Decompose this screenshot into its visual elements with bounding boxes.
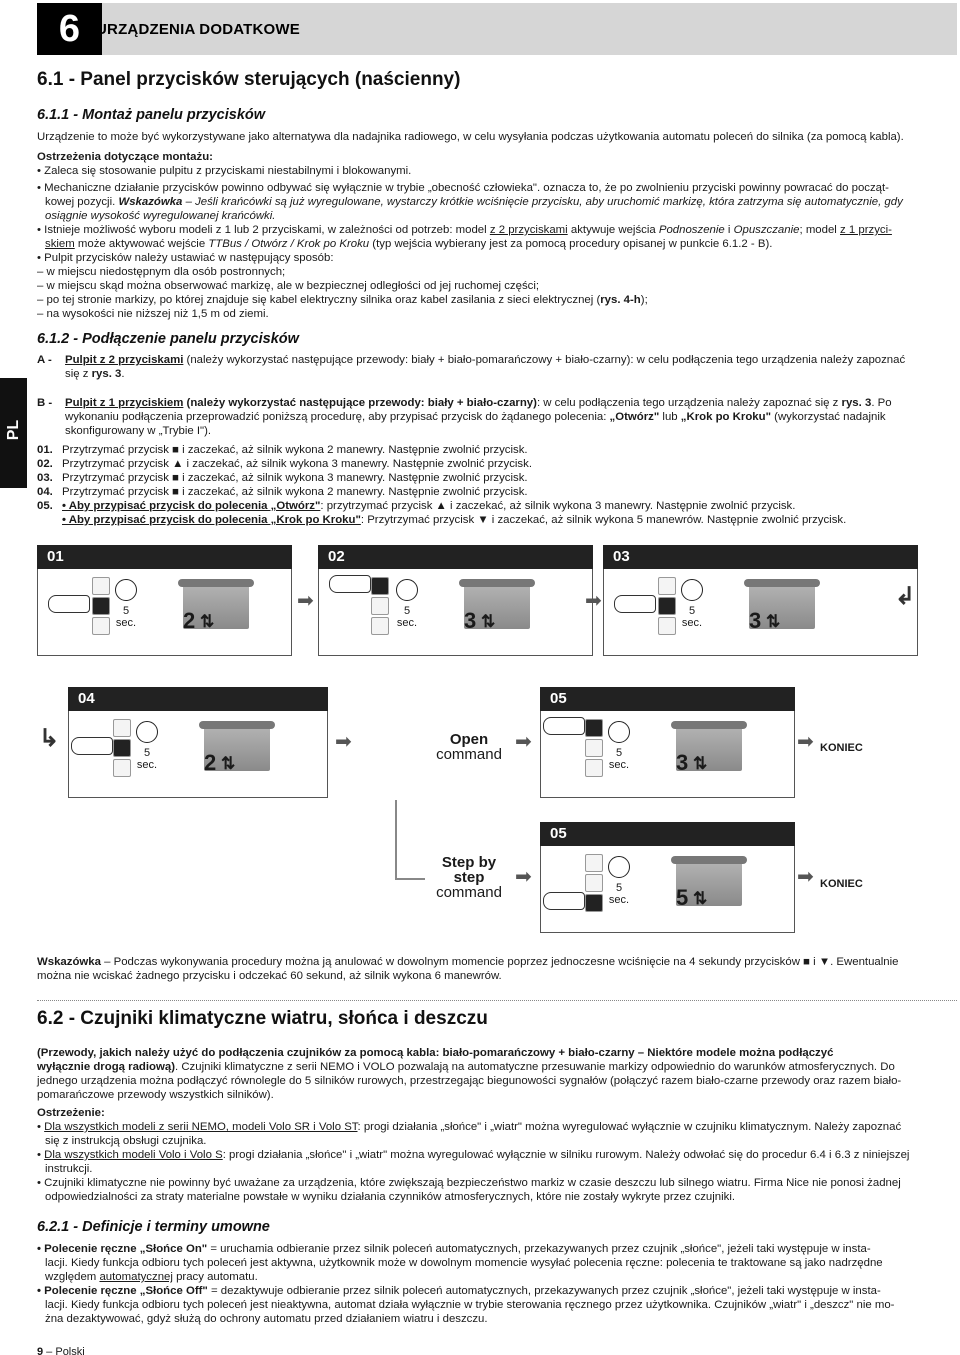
up-down-arrows-icon: ⇅	[200, 612, 215, 631]
s62-warning-2-title: Dla wszystkich modeli Volo i Volo S	[44, 1149, 223, 1161]
arrow-right-icon: ➡	[297, 590, 314, 612]
up-down-arrows-icon: ⇅	[221, 754, 236, 773]
branch-arrow-icon	[395, 878, 425, 880]
language-tab-label: PL	[5, 419, 22, 441]
section-title-6-1-1: 6.1.1 - Montaż panelu przycisków	[37, 107, 266, 123]
figure-02-tag: 02	[318, 545, 593, 569]
seconds-unit: sec.	[681, 617, 703, 629]
step-text: Przytrzymać przycisk ▲ i zaczekać, aż silnik wykona 3 manewry. Następnie zwolnić przycisk.	[62, 458, 532, 470]
section-title-6-2: 6.2 - Czujniki klimatyczne wiatru, słońca i deszczu	[37, 1008, 488, 1029]
s62-warning-1-text: : progi działania „słońce" i „wiatr" można wyregulować wyłącznie w czujniku klimatycznym. Należy zapoznać	[357, 1121, 902, 1133]
down-button-icon	[585, 894, 603, 912]
up-button-icon	[658, 577, 676, 595]
bullet-3a-text-3: i	[724, 224, 734, 236]
s62-warning-3b: odpowiedzialności za straty materialne powstałe w wyniku działania czynników atmosferycznych, które nie zostały wykryte przez czujniki.	[45, 1191, 736, 1203]
roller-tube	[671, 721, 747, 729]
bullet-3a-link-1: z 2 przyciskami	[489, 224, 568, 236]
intro-paragraph: Urządzenie to może być wykorzystywane jako alternatywa dla nadajnika radiowego, w celu wysyłania podczas użytkowania automatu poleceń do silnika (za pomocą kabla).	[37, 131, 904, 143]
command-line-2: step	[453, 869, 485, 886]
arrow-right-icon: ➡	[797, 731, 814, 753]
divider	[37, 1000, 957, 1001]
down-button-icon	[585, 759, 603, 777]
up-button-icon	[92, 577, 110, 595]
hint-text-1: – Jeśli krańcówki są już wyregulowane, wystarczy krótkie wciśnięcie przycisku, aby uruchomić markizę, która zatrzyma się automatycznie, gdy	[182, 196, 903, 208]
bullet-3b-text-1: może aktywować wejście	[74, 238, 209, 250]
step-command-label	[425, 855, 513, 900]
stop-button-icon	[371, 597, 389, 615]
option-a-text-2: się z	[65, 368, 92, 380]
command-line-3: command	[436, 884, 502, 901]
step-number: 05.	[37, 500, 53, 512]
step-5a-text: : przytrzymać przycisk ▲ i zaczekać, aż silnik wykona 3 manewry. Następnie zwolnić przycisk.	[320, 500, 796, 512]
step-5b-text: : Przytrzymać przycisk ▼ i zaczekać, aż silnik wykona 5 manewrów. Następnie zwolnić przycisk.	[360, 514, 847, 526]
button-pad	[369, 577, 391, 637]
tip-text-1: – Podczas wykonywania procedury można ją anulować w dowolnym momencie poprzez jednoczesne wciśnięcie na 4 sekundy przycisków ■ i ▼. Ewentualnie	[100, 956, 899, 968]
button-pad	[90, 577, 112, 637]
maneuver-count: 5	[676, 885, 689, 910]
definition-1c-underlined: automatycznej	[99, 1271, 173, 1283]
down-button-icon	[658, 617, 676, 635]
arrow-right-icon: ➡	[797, 866, 814, 888]
dash-1: – w miejscu niedostępnym dla osób postronnych;	[37, 266, 286, 278]
command-line-1: Step by	[441, 854, 497, 871]
s62-warning-title: Ostrzeżenie:	[37, 1107, 105, 1119]
definition-1b: lacji. Kiedy funkcja odbioru tych poleceń jest aktywna, użytkownik może w dowolnym momencie wysyłać polecenia ręczne: polecenia te traktowane są jako nadrzędne	[45, 1257, 883, 1269]
bullet-3a-text-1: • Istnieje możliwość wyboru modeli z 1 lub 2 przyciskami, w zależności od potrzeb: model	[37, 224, 490, 236]
arrow-right-icon: ➡	[335, 731, 352, 753]
hint-label: Wskazówka	[118, 196, 183, 208]
step-text: Przytrzymać przycisk ■ i zaczekać, aż silnik wykona 2 manewry. Następnie zwolnić przycisk.	[62, 486, 528, 498]
button-pad	[111, 719, 133, 779]
stop-button-icon	[92, 597, 110, 615]
up-button-icon	[113, 719, 131, 737]
clock-icon	[396, 579, 418, 601]
open-command-label	[425, 732, 513, 762]
end-label: KONIEC	[820, 878, 863, 890]
option-b-line-1	[65, 396, 957, 410]
figure-03	[603, 569, 918, 656]
clock-icon	[136, 721, 158, 743]
chapter-number: 6	[37, 3, 102, 55]
up-button-icon	[585, 854, 603, 872]
s62-bold-line: (Przewody, jakich należy użyć do podłączenia czujników za pomocą kabla: biało-pomarańczowy + biało-czarny – Niektóre modele można podłączyć	[37, 1047, 834, 1059]
option-b-wires: (należy wykorzystać następujące przewody: biały + biało-czarny)	[183, 397, 537, 409]
definition-1c	[45, 1270, 957, 1284]
clock-icon	[608, 856, 630, 878]
command-line-1: Open	[449, 731, 489, 748]
step-number: 01.	[37, 444, 53, 456]
option-a-ref: rys. 3	[91, 368, 122, 380]
down-button-icon	[92, 617, 110, 635]
option-b-label: B -	[37, 397, 53, 409]
arrow-right-icon: ➡	[515, 731, 532, 753]
s62-warning-2: • Dla wszystkich modeli Volo i Volo S: progi działania „słońce" i „wiatr" można wyregulować wyłącznie w silniku rurowym. Należy odwołać się do procedur 6.4 i 6.3 z niniejszej	[37, 1149, 910, 1161]
arrow-right-icon: ➡	[585, 590, 602, 612]
figure-05a-tag: 05	[540, 687, 795, 711]
figure-01	[37, 569, 292, 656]
option-b-ref: rys. 3	[841, 397, 872, 409]
hand-icon	[329, 575, 371, 593]
s62-warning-1b: się z instrukcją obsługi czujnika.	[45, 1135, 207, 1147]
s62-bold-2: wyłącznie drogą radiową)	[37, 1061, 175, 1073]
seconds-unit: sec.	[608, 759, 630, 771]
option-b-line-3: skonfigurowany w „Trybie I").	[65, 425, 212, 437]
step-number: 03.	[37, 472, 53, 484]
up-down-arrows-icon: ⇅	[693, 754, 708, 773]
maneuver-count: 3	[749, 608, 762, 633]
seconds-unit: sec.	[115, 617, 137, 629]
option-b-step: „Krok po Kroku"	[680, 411, 771, 423]
bullet-3a-text-4: ; model	[799, 224, 841, 236]
option-a-title: Pulpit z 2 przyciskami	[65, 354, 184, 366]
option-b-text-2: . Po	[871, 397, 892, 409]
option-a-text-3: .	[121, 368, 125, 380]
figure-02	[318, 569, 593, 656]
figure-05a	[540, 711, 795, 798]
step-text: Przytrzymać przycisk ■ i zaczekać, aż silnik wykona 2 manewry. Następnie zwolnić przycisk.	[62, 444, 528, 456]
seconds-value: 5	[143, 747, 151, 759]
option-b-title: Pulpit z 1 przyciskiem	[65, 397, 184, 409]
dash-3-text-1: – po tej stronie markizy, po której znajduje się kabel elektryczny silnika oraz kabel zasilania z sieci elektrycznej (	[37, 294, 601, 306]
definition-1c-text-1: względem	[45, 1271, 100, 1283]
figure-05b-tag: 05	[540, 822, 795, 846]
hand-icon	[48, 595, 90, 613]
dash-4: – na wysokości nie niższej niż 1,5 m od ziemi.	[37, 308, 269, 320]
bullet-4: • Pulpit przycisków należy ustawiać w następujący sposób:	[37, 252, 334, 264]
definition-2b: lacji. Kiedy funkcja odbioru tych poleceń jest nieaktywna, automat działa wyłącznie w trybie sterowania ręcznego przez użytkownika. Czujników „wiatr" i „deszcz" nie mo-	[45, 1299, 895, 1311]
hand-icon	[614, 595, 656, 613]
step-text	[62, 499, 957, 513]
clock-icon	[115, 579, 137, 601]
option-b-text-1: : w celu podłączenia tego urządzenia należy zapoznać się z	[536, 397, 842, 409]
return-arrow-icon: ↳	[39, 725, 60, 752]
bullet-3b-italic: TTBus / Otwórz / Krok po Kroku	[208, 238, 370, 250]
section-title-6-2-1: 6.2.1 - Definicje i terminy umowne	[37, 1219, 270, 1235]
step-text	[62, 513, 957, 527]
bullet-3a-italic-1: Podnoszenie	[658, 224, 725, 236]
button-pad	[583, 719, 605, 779]
button-pad	[583, 854, 605, 914]
option-a-text-1: (należy wykorzystać następujące przewody: biały + biało-pomarańczowy + biało-czarny): w celu podłączenia tego urządzenia należy zapoznać	[183, 354, 906, 366]
button-pad	[656, 577, 678, 637]
definition-1-term: • Polecenie ręczne „Słońce On"	[37, 1243, 208, 1255]
up-button-icon	[371, 577, 389, 595]
definition-2-term: • Polecenie ręczne „Słońce Off"	[37, 1285, 208, 1297]
bullet-1: • Zaleca się stosowanie pulpitu z przyciskami niestabilnymi i blokowanymi.	[37, 165, 412, 177]
hand-icon	[543, 717, 585, 735]
s62-line-2	[37, 1060, 957, 1074]
bullet-3b	[45, 237, 957, 251]
section-title-6-1-2: 6.1.2 - Podłączenie panelu przycisków	[37, 331, 299, 347]
down-button-icon	[113, 759, 131, 777]
s62-line-4: pomarańczowe przewody wszystkich silników).	[37, 1089, 274, 1101]
tip-line-2: można nie wciskać żadnego przycisku i odczekać 60 sekund, aż silnik wykona 6 manewrów.	[37, 970, 502, 982]
maneuver-count: 3	[676, 750, 689, 775]
up-down-arrows-icon: ⇅	[766, 612, 781, 631]
definition-2	[37, 1284, 957, 1298]
s62-warning-1-title: Dla wszystkich modeli z serii NEMO, modeli Volo SR i Volo ST	[44, 1121, 358, 1133]
clock-icon	[608, 721, 630, 743]
branch-arrow-icon	[395, 800, 397, 880]
dash-2: – w miejscu skąd można obserwować markizę, ale w bezpiecznej odległości od jej ruchomej części;	[37, 280, 540, 292]
definition-1	[37, 1242, 957, 1256]
s62-warning-3: • Czujniki klimatyczne nie powinny być uważane za urządzenia, które zwiększają bezpieczeństwo markiz w czasie deszczu lub silnego wiatru. Firma Nice nie ponosi żadnej	[37, 1177, 901, 1189]
warnings-title: Ostrzeżenia dotyczące montażu:	[37, 151, 213, 163]
tip-line-1	[37, 955, 957, 969]
maneuver-count: 2	[183, 608, 196, 633]
seconds-unit: sec.	[396, 617, 418, 629]
seconds-unit: sec.	[608, 894, 630, 906]
option-b-text-4: lub	[659, 411, 681, 423]
dash-3-text-2: );	[640, 294, 648, 306]
dash-3-ref: rys. 4-h	[600, 294, 641, 306]
roller-tube	[671, 856, 747, 864]
option-a-line-2	[65, 367, 957, 381]
step-number: 02.	[37, 458, 53, 470]
clock-icon	[681, 579, 703, 601]
definition-1c-text-2: pracy automatu.	[172, 1271, 258, 1283]
seconds-value: 5	[403, 605, 411, 617]
page-number: 9	[37, 1346, 44, 1355]
s62-warning-1: • Dla wszystkich modeli z serii NEMO, modeli Volo SR i Volo ST: progi działania „słońce" i „wiatr" można wyregulować wyłącznie w czujniku klimatycznym. Należy zapoznać	[37, 1121, 902, 1133]
up-button-icon	[585, 719, 603, 737]
up-down-arrows-icon: ⇅	[481, 612, 496, 631]
s62-warning-2b: instrukcji.	[45, 1163, 93, 1175]
roller-tube	[178, 579, 254, 587]
bullet-2b-text: kowej pozycji.	[45, 196, 116, 208]
seconds-value: 5	[688, 605, 696, 617]
seconds-value: 5	[615, 882, 623, 894]
step-number: 04.	[37, 486, 53, 498]
bullet-3b-link: skiem	[45, 238, 75, 250]
stop-button-icon	[585, 739, 603, 757]
page-footer	[37, 1345, 85, 1355]
roller-tube	[459, 579, 535, 587]
up-down-arrows-icon: ⇅	[693, 889, 708, 908]
roller-tube	[199, 721, 275, 729]
step-5b-title: • Aby przypisać przycisk do polecenia „Krok po Kroku"	[62, 514, 361, 526]
seconds-value: 5	[122, 605, 130, 617]
hand-icon	[71, 737, 113, 755]
maneuver-count: 2	[204, 750, 217, 775]
stop-button-icon	[585, 874, 603, 892]
roller-tube	[744, 579, 820, 587]
hint-text-2: osiągnie wysokość wyregulowanej krańcówki.	[45, 210, 276, 222]
figure-04-tag: 04	[68, 687, 328, 711]
command-line-2: command	[436, 746, 502, 763]
step-5a-title: • Aby przypisać przycisk do polecenia „Otwórz"	[62, 500, 321, 512]
definition-2c: żna dezaktywować, gdyż służą do ochrony automatu przed działaniem wiatru i deszczu.	[45, 1313, 488, 1325]
option-b-text-3: wykonaniu podłączenia przeprowadzić poniższą procedurę, aby przypisać przycisk do żądanego polecenia:	[65, 411, 610, 423]
s62-text-1: . Czujniki klimatyczne z serii NEMO i VOLO pozwalają na automatyczne przesuwanie markizy odpowiednio do warunków atmosferycznych. Do	[175, 1061, 895, 1073]
chapter-title: URZĄDZENIA DODATKOWE	[96, 21, 300, 38]
option-b-open: „Otwórz"	[609, 411, 660, 423]
hand-icon	[543, 892, 585, 910]
stop-button-icon	[113, 739, 131, 757]
seconds-value: 5	[615, 747, 623, 759]
bullet-2a: • Mechaniczne działanie przycisków powinno odbywać się wyłącznie w trybie „obecność człowieka". oznacza to, że po zwolnieniu przyciski powinny powracać do począt-	[37, 182, 889, 194]
chapter-header	[37, 3, 957, 55]
s62-warning-2-text: : progi działania „słońce" i „wiatr" można wyregulować wyłącznie w silniku rurowym. Należy odwołać się do procedur 6.4 i 6.3 z niniejszej	[222, 1149, 910, 1161]
return-arrow-icon: ↲	[895, 583, 916, 610]
arrow-right-icon: ➡	[515, 866, 532, 888]
figure-01-tag: 01	[37, 545, 292, 569]
figure-03-tag: 03	[603, 545, 918, 569]
definition-1-text: = uruchamia odbieranie przez silnik poleceń automatycznych, przekazywanych przez czujnik „słońce", jeżeli taki występuje w insta-	[207, 1243, 871, 1255]
bullet-3a-text-2: aktywuje wejścia	[567, 224, 659, 236]
bullet-3b-text-2: (typ wejścia wybierany jest za pomocą procedury opisanej w punkcie 6.1.2 - B).	[369, 238, 773, 250]
footer-language: – Polski	[43, 1346, 85, 1355]
option-a-label: A -	[37, 354, 52, 366]
seconds-unit: sec.	[136, 759, 158, 771]
end-label: KONIEC	[820, 742, 863, 754]
option-a-line-1	[65, 353, 957, 367]
language-tab	[0, 378, 27, 488]
bullet-3a-italic-2: Opuszczanie	[733, 224, 800, 236]
figure-04	[68, 711, 328, 798]
dash-3	[37, 293, 957, 307]
maneuver-count: 3	[464, 608, 477, 633]
stop-button-icon	[658, 597, 676, 615]
definition-2-text: = dezaktywuje odbieranie przez silnik poleceń automatycznych, przekazywanych przez czujnik „słońce", jeżeli taki występuje w insta-	[207, 1285, 881, 1297]
option-b-text-5: (wykorzystać nadajnik	[770, 411, 886, 423]
step-text: Przytrzymać przycisk ■ i zaczekać, aż silnik wykona 3 manewry. Następnie zwolnić przycisk.	[62, 472, 528, 484]
s62-line-3: jednego urządzenia można podłączyć równolegle do 5 silników rurowych, przestrzegając biegunowości sygnałów (połączyć razem biało-czarne przewody oraz razem biało-	[37, 1075, 902, 1087]
figure-05b	[540, 846, 795, 933]
bullet-2b	[45, 195, 957, 209]
section-title-6-1: 6.1 - Panel przycisków sterujących (naścienny)	[37, 69, 461, 90]
option-b-line-2	[65, 410, 957, 424]
bullet-3a	[37, 223, 957, 237]
down-button-icon	[371, 617, 389, 635]
tip-label: Wskazówka	[37, 956, 101, 968]
bullet-3a-link-2: z 1 przyci-	[840, 224, 892, 236]
